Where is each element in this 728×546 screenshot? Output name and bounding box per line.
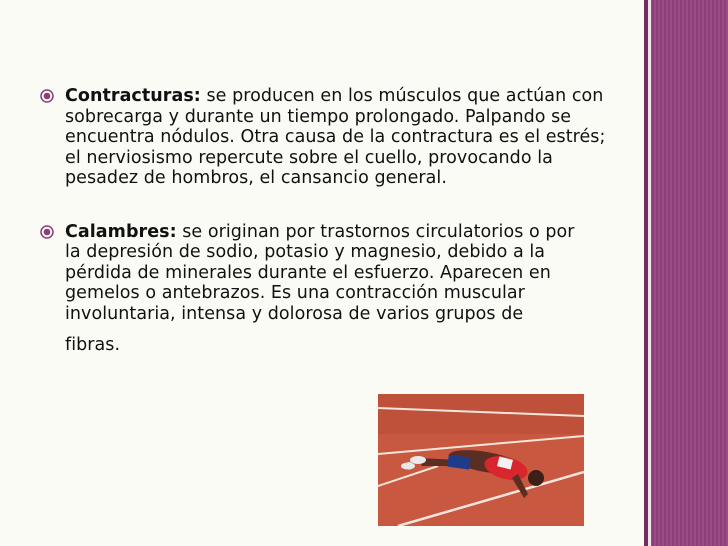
circle-bullet-icon (40, 89, 54, 103)
bullet-term: Calambres: (65, 221, 177, 242)
athlete-cramp-photo (378, 394, 584, 526)
bullet-text-tail: fibras. (65, 335, 121, 355)
slide-content (40, 86, 610, 356)
bullet-text: se producen en los músculos que actúan con sobrecarga y durante un tiempo prolongado. Palpando se encuentra nódulos. Otra causa de la contractura es el estrés; el nerviosismo repercute sobre el cuello, provocando la pesadez de hombros, el cansancio general. (65, 86, 606, 188)
circle-bullet-icon (40, 225, 54, 239)
track-photo-illustration (378, 394, 584, 526)
bullet-contracturas (40, 86, 610, 189)
bullet-text: se originan por trastornos circulatorios o por la depresión de sodio, potasio y magnesio, debido a la pérdida de minerales durante el esfuerzo. Aparecen en gemelos o antebrazos. Es una contracción muscular involuntaria, intensa y dolorosa de varios grupos de (65, 221, 575, 324)
decorative-side-band (648, 0, 728, 546)
bullet-term: Contracturas: (65, 86, 201, 106)
bullet-calambres (40, 222, 610, 356)
